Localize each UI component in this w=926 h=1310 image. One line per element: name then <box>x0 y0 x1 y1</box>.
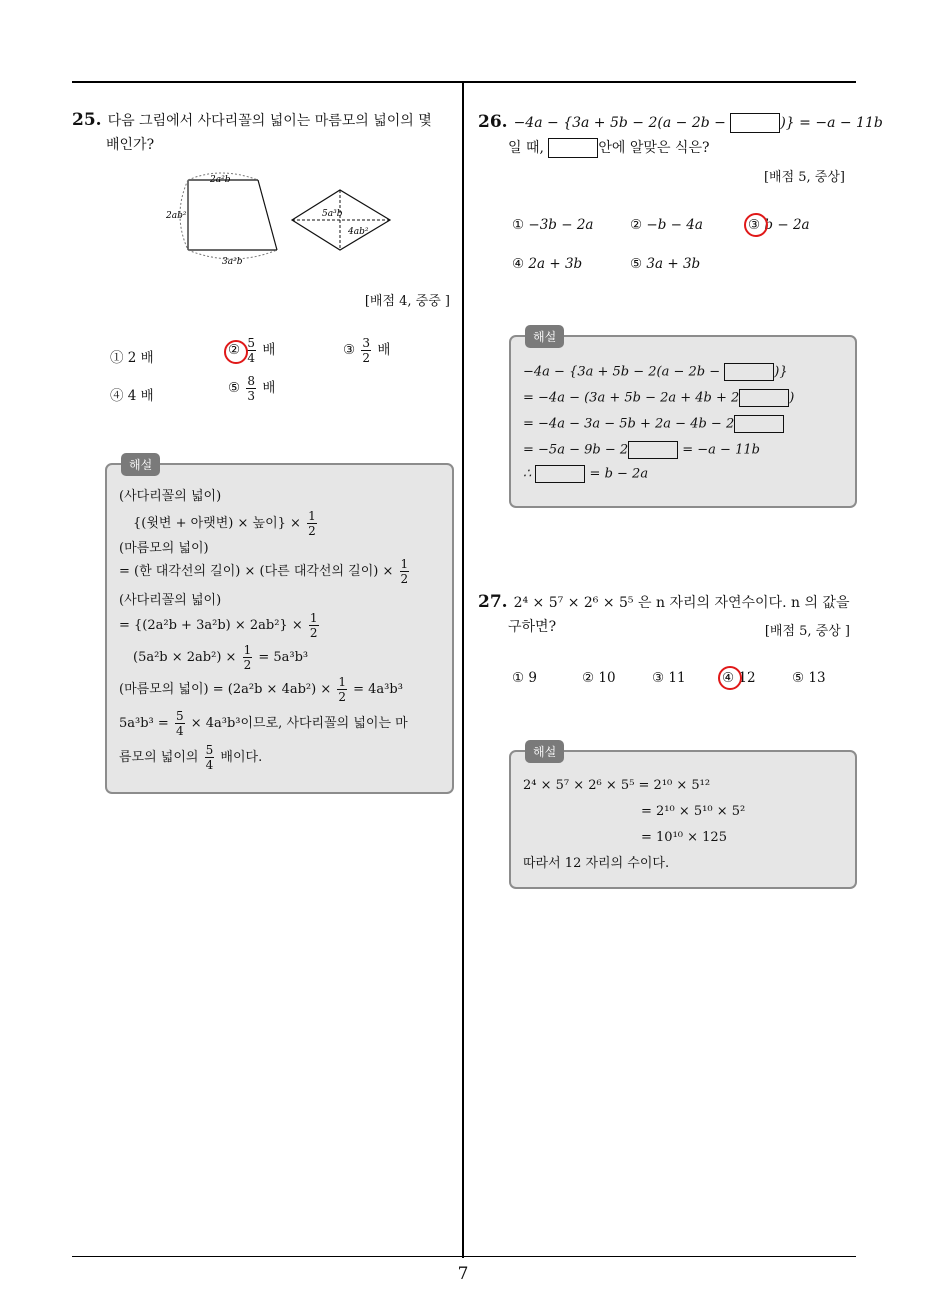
choice-unit: 배 <box>262 342 276 358</box>
answer-blank-box <box>724 363 774 381</box>
answer-blank-box <box>628 441 678 459</box>
q26-choice-4[interactable] <box>512 256 582 272</box>
answer-blank-box <box>734 415 784 433</box>
frac-num: 1 <box>400 557 409 571</box>
answer-blank-box <box>548 138 598 158</box>
sol-text: )} <box>774 364 788 380</box>
q25-choice-5[interactable] <box>228 374 275 403</box>
choice-num: ④ <box>512 256 525 272</box>
q25-choice-1[interactable] <box>110 346 154 366</box>
q26-choice-5[interactable] <box>630 256 700 272</box>
q26-choice-1[interactable] <box>512 217 593 233</box>
label-bottom: 3a²b <box>222 257 243 267</box>
sol-text: = b − 2a <box>585 466 649 482</box>
frac-num: 3 <box>362 336 371 350</box>
sol-text: = 5a³b³ <box>254 650 309 665</box>
label-top: 2a²b <box>210 175 231 185</box>
choice-num: ② <box>630 217 643 233</box>
choice-num: ⑤ <box>630 256 643 272</box>
choice-text: 12 <box>738 670 756 686</box>
q27-text-line2: 구하면? <box>508 619 557 635</box>
choice-num: ③ <box>748 217 761 233</box>
sol-line <box>119 675 403 704</box>
frac-den: 4 <box>247 351 256 365</box>
answer-blank-box <box>535 465 585 483</box>
frac-num: 1 <box>309 611 318 625</box>
sol-text: −4a − {3a + 5b − 2(a − 2b − <box>523 364 721 380</box>
q25-choice-3[interactable] <box>343 336 390 365</box>
sol-line <box>119 557 411 586</box>
frac-den: 2 <box>362 351 371 365</box>
choice-text: 13 <box>808 670 826 686</box>
q25-number: 25. <box>72 110 102 130</box>
q26-stem <box>478 110 883 135</box>
choice-text: −3b − 2a <box>528 217 594 233</box>
frac-den: 2 <box>338 690 346 704</box>
answer-mark-circle <box>224 340 248 364</box>
label-rhombus-h: 5a³b <box>322 209 343 219</box>
sol-line: 따라서 12 자리의 수이다. <box>523 856 670 871</box>
top-rule <box>72 81 856 83</box>
q25-choice-4[interactable] <box>110 384 154 404</box>
frac-num: 8 <box>247 374 256 388</box>
q25-stem <box>72 108 457 157</box>
choice-num: ③ <box>343 342 356 358</box>
sol-line <box>523 363 788 381</box>
q26-line2 <box>508 136 709 160</box>
frac-den: 2 <box>400 572 409 586</box>
q27-text-line1: 2⁴ × 5⁷ × 2⁶ × 5⁵ 은 n 자리의 자연수이다. n 의 값을 <box>513 595 850 611</box>
frac-num: 5 <box>175 709 184 723</box>
choice-text: 2 배 <box>127 350 154 366</box>
sol-text: = (한 대각선의 길이) × (다른 대각선의 길이) × <box>119 564 398 579</box>
rhombus-shape <box>292 190 390 250</box>
sol-text: × 4a³b³이므로, 사다리꼴의 넓이는 마 <box>186 716 408 731</box>
sol-text: 름모의 넓이의 <box>119 750 203 765</box>
sol-line <box>119 743 262 772</box>
q27-choice-4[interactable] <box>722 670 756 686</box>
choice-num: ① <box>110 350 124 366</box>
answer-blank-box <box>730 113 780 133</box>
sol-text: 배이다. <box>216 750 263 765</box>
sol-line <box>523 441 760 459</box>
sol-text: {(윗변 + 아랫변) × 높이} × <box>133 516 306 531</box>
choice-num: ② <box>582 670 595 686</box>
frac-num: 1 <box>308 509 316 523</box>
choice-text: b − 2a <box>764 217 810 233</box>
choice-text: 9 <box>528 670 537 686</box>
sol-line <box>133 643 308 672</box>
q27-choice-3[interactable] <box>652 670 686 686</box>
sol-text: = −a − 11b <box>678 442 760 458</box>
choice-unit: 배 <box>262 380 276 396</box>
sol-text: = −4a − 3a − 5b + 2a − 4b − 2 <box>523 416 735 432</box>
sol-line: (사다리꼴의 넓이) <box>119 489 222 504</box>
choice-text: 11 <box>668 670 686 686</box>
q25-text-line2: 배인가? <box>106 137 155 153</box>
q25-meta: [배점 4, 중중 ] <box>364 294 450 309</box>
sol-line: (사다리꼴의 넓이) <box>119 593 222 608</box>
sol-line <box>133 509 319 538</box>
frac-num: 5 <box>205 743 214 757</box>
page-number: 7 <box>457 1264 469 1284</box>
q26-choice-2[interactable] <box>630 217 703 233</box>
frac-den: 2 <box>308 524 316 538</box>
label-rhombus-v: 4ab² <box>348 227 369 237</box>
sol-text: = 4a³b³ <box>349 682 403 697</box>
q25-figure <box>160 168 400 268</box>
sol-line <box>523 465 648 483</box>
bottom-rule <box>72 1256 856 1257</box>
sol-text: 5a³b³ = <box>119 716 173 731</box>
q27-solution-box <box>509 745 857 889</box>
answer-mark-circle <box>718 666 742 690</box>
q27-choice-1[interactable] <box>512 670 537 686</box>
trapezoid-shape <box>188 180 277 250</box>
frac-den: 2 <box>243 658 252 672</box>
sol-text: (5a²b × 2ab²) × <box>133 650 241 665</box>
q26-text-a: 일 때, <box>508 140 544 156</box>
frac-den: 3 <box>247 389 256 403</box>
q26-solution-box <box>509 330 857 508</box>
sol-line: = 2¹⁰ × 5¹⁰ × 5² <box>641 804 746 819</box>
sol-line <box>119 611 321 640</box>
choice-num: ⑤ <box>792 670 805 686</box>
frac-num: 1 <box>243 643 252 657</box>
sol-line: = 10¹⁰ × 125 <box>641 830 727 845</box>
q25-solution-box <box>105 458 454 794</box>
q27-number: 27. <box>478 592 508 612</box>
q26-number: 26. <box>478 112 508 132</box>
column-divider <box>462 81 464 1258</box>
choice-num: ④ <box>722 670 735 686</box>
solution-tag: 해설 <box>525 325 564 348</box>
choice-num: ④ <box>110 388 124 404</box>
q26-equation-end: )} = −a − 11b <box>780 115 883 131</box>
sol-text: ) <box>789 390 795 406</box>
sol-text: (마름모의 넓이) = (2a²b × 4ab²) × <box>119 682 336 697</box>
sol-text: = −4a − (3a + 5b − 2a + 4b + 2 <box>523 390 740 406</box>
q25-choice-2[interactable] <box>228 336 275 365</box>
choice-text: −b − 4a <box>646 217 703 233</box>
frac-den: 4 <box>175 724 184 738</box>
frac-den: 2 <box>309 626 318 640</box>
frac-den: 4 <box>205 758 214 772</box>
frac-num: 1 <box>338 675 346 689</box>
answer-blank-box <box>739 389 789 407</box>
sol-line <box>523 389 794 407</box>
q26-choice-3[interactable] <box>748 217 810 233</box>
q26-equation: −4a − {3a + 5b − 2(a − 2b − <box>513 115 726 131</box>
sol-text: ∴ <box>523 466 532 482</box>
q26-text-b: 안에 알맞은 식은? <box>598 140 710 156</box>
sol-line <box>523 415 784 433</box>
choice-text: 10 <box>598 670 616 686</box>
label-left: 2ab² <box>166 211 187 221</box>
sol-text: = {(2a²b + 3a²b) × 2ab²} × <box>119 618 307 633</box>
solution-tag: 해설 <box>525 740 564 763</box>
choice-text: 3a + 3b <box>646 256 701 272</box>
q27-choice-2[interactable] <box>582 670 616 686</box>
sol-line <box>119 709 408 738</box>
q27-meta: [배점 5, 중상 ] <box>764 624 850 639</box>
sol-text: = −5a − 9b − 2 <box>523 442 629 458</box>
choice-num: ⑤ <box>228 380 241 396</box>
choice-num: ② <box>228 342 241 358</box>
solution-tag: 해설 <box>121 453 160 476</box>
q27-choice-5[interactable] <box>792 670 826 686</box>
q25-text-line1: 다음 그림에서 사다리꼴의 넓이는 마름모의 넓이의 몇 <box>107 113 432 129</box>
choice-num: ① <box>512 670 525 686</box>
answer-mark-circle <box>744 213 768 237</box>
choice-text: 4 배 <box>127 388 154 404</box>
choice-num: ① <box>512 217 525 233</box>
sol-line: 2⁴ × 5⁷ × 2⁶ × 5⁵ = 2¹⁰ × 5¹² <box>523 778 711 793</box>
frac-num: 5 <box>247 336 256 350</box>
sol-line: (마름모의 넓이) <box>119 541 209 556</box>
choice-text: 2a + 3b <box>528 256 583 272</box>
q26-meta: [배점 5, 중상] <box>763 170 845 185</box>
choice-num: ③ <box>652 670 665 686</box>
choice-unit: 배 <box>377 342 391 358</box>
